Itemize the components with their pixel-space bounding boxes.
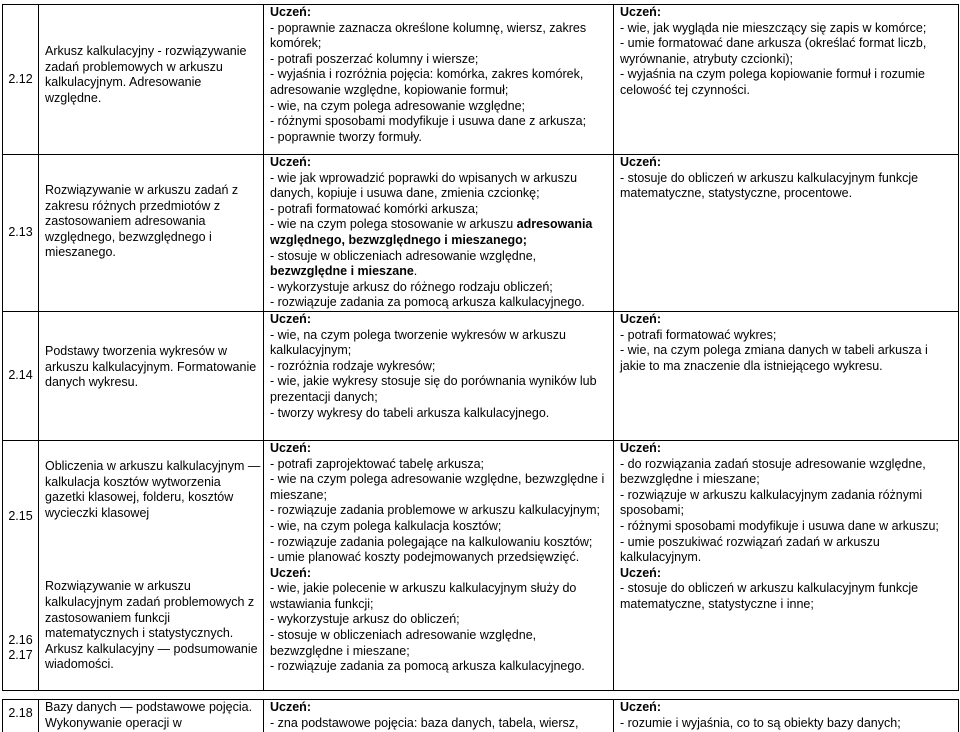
requirement-item: - różnymi sposobami modyfikuje i usuwa dane w arkuszu; — [620, 518, 939, 533]
requirements-heading: Uczeń: — [270, 565, 311, 580]
requirement-item: - rozróżnia rodzaje wykresów; — [270, 358, 436, 373]
requirements-heading: Uczeń: — [270, 155, 311, 169]
requirements-heading: Uczeń: — [620, 700, 661, 714]
table-row — [3, 311, 959, 440]
requirement-item: - umie formatować dane arkusza (określać format liczb, wyrównanie, atrybuty czcionki); — [620, 36, 927, 66]
requirement-item: - rozwiązuje zadania za pomocą arkusza kalkulacyjnego. — [270, 659, 585, 674]
basic-requirements — [264, 155, 614, 312]
bold-term: bezwzględne i mieszane — [270, 264, 414, 279]
extended-requirements — [614, 700, 959, 732]
requirement-item: - tworzy wykresy do tabeli arkusza kalkulacyjnego. — [270, 405, 550, 420]
topic-text: Podstawy tworzenia wykresów w arkuszu kalkulacyjnym. Formatowanie danych wykresu. — [45, 343, 257, 390]
extended-requirements — [614, 440, 959, 690]
requirement-item: - wykorzystuje arkusz do obliczeń; — [270, 612, 460, 627]
requirement-item: - wie, jakie wykresy stosuje się do porównania wyników lub prezentacji danych; — [270, 374, 597, 404]
lesson-number: 2.14 — [3, 311, 39, 440]
lesson-number: 2.18 — [3, 700, 39, 732]
requirement-item: - poprawnie zaznacza określone kolumnę, wiersz, zakres komórek; — [270, 20, 587, 51]
requirements-heading: Uczeń: — [270, 700, 311, 714]
requirement-item: - stosuje do obliczeń w arkuszu kalkulacyjnym funkcje matematyczne, statystyczne i inne; — [620, 581, 919, 611]
requirement-item: - wie, jak wygląda nie mieszczący się zapis w komórce; — [620, 20, 927, 35]
requirement-item: - wie, na czym polega tworzenie wykresów w arkuszu kalkulacyjnym; — [270, 327, 566, 358]
requirements-heading: Uczeń: — [270, 440, 311, 455]
basic-requirements — [264, 700, 614, 732]
requirements-heading: Uczeń: — [270, 311, 311, 326]
requirement-item: - stosuje do obliczeń w arkuszu kalkulacyjnym funkcje matematyczne, statystyczne, procentowe. — [620, 170, 919, 201]
topic-text: Bazy danych — podstawowe pojęcia. Wykonywanie operacji w — [45, 700, 253, 730]
requirement-item: - rozwiązuje zadania problemowe w arkuszu kalkulacyjnym; — [270, 503, 600, 518]
lesson-number: 2.13 — [3, 155, 39, 312]
requirement-item: - rozwiązuje zadania za pomocą arkusza kalkulacyjnego. — [270, 295, 585, 310]
lesson-topic — [39, 5, 264, 155]
requirement-item: - stosuje w obliczeniach adresowanie względne, bezwzględne i mieszane. — [270, 248, 537, 279]
requirement-item: - różnymi sposobami modyfikuje i usuwa dane z arkusza; — [270, 114, 587, 129]
basic-requirements — [264, 5, 614, 155]
requirement-item: - stosuje w obliczeniach adresowanie względne, bezwzględne i mieszane; — [270, 628, 537, 658]
requirement-item: - wyjaśnia i rozróżnia pojęcia: komórka, zakres komórek, adresowanie względne, kopiowanie formuł; — [270, 67, 584, 97]
requirement-item: - wie, na czym polega adresowanie względne; — [270, 98, 525, 113]
requirement-item: - wykorzystuje arkusz do różnego rodzaju obliczeń; — [270, 279, 553, 294]
lesson-topic — [39, 155, 264, 312]
curriculum-table — [2, 4, 959, 691]
requirement-item: - rozwiązuje w arkuszu kalkulacyjnym zadania różnymi sposobami; — [620, 487, 923, 518]
table-row — [3, 700, 959, 732]
lesson-topic — [39, 700, 264, 732]
requirements-heading: Uczeń: — [620, 155, 661, 169]
bold-term: adresowania względnego, bezwzględnego i mieszanego; — [270, 217, 593, 247]
curriculum-table-continued — [2, 699, 959, 732]
requirement-item: - potrafi formatować komórki arkusza; — [270, 201, 479, 216]
requirement-item: - umie poszukiwać rozwiązań zadań w arkuszu kalkulacyjnym. — [620, 534, 880, 565]
table-row — [3, 5, 959, 155]
topic-text: Rozwiązywanie w arkuszu kalkulacyjnym zadań problemowych z zastosowaniem funkcji matematycznych i statystycznych. Arkusz kalkulacyjny — podsumowanie wiadomości. — [45, 579, 258, 672]
requirement-item: - wie, na czym polega kalkulacja kosztów; — [270, 518, 502, 533]
table-row — [3, 440, 959, 690]
lesson-topic — [39, 311, 264, 440]
requirements-heading: Uczeń: — [270, 5, 311, 19]
extended-requirements — [614, 5, 959, 155]
requirement-item: - potrafi formatować wykres; — [620, 327, 777, 342]
requirements-heading: Uczeń: — [620, 311, 661, 326]
requirement-item: - zna podstawowe pojęcia: baza danych, tabela, wiersz, — [270, 715, 579, 730]
basic-requirements — [264, 440, 614, 690]
extended-requirements — [614, 155, 959, 312]
requirement-item: - wie, jakie polecenie w arkuszu kalkulacyjnym służy do wstawiania funkcji; — [270, 581, 577, 611]
topic-text: Obliczenia w arkuszu kalkulacyjnym — kalkulacja kosztów wytworzenia gazetki klasowej, folderu, kosztów wycieczki klasowej — [45, 458, 261, 520]
table-row — [3, 155, 959, 312]
lesson-number: 2.12 — [3, 5, 39, 155]
requirements-heading: Uczeń: — [620, 440, 661, 455]
requirement-item: - rozumie i wyjaśnia, co to są obiekty bazy danych; — [620, 715, 901, 730]
requirement-item: - wyjaśnia na czym polega kopiowanie formuł i rozumie celowość tej czynności. — [620, 67, 925, 97]
lesson-topic — [39, 440, 264, 690]
requirement-item: - wie na czym polega adresowanie względne, bezwzględne i mieszane; — [270, 472, 605, 502]
requirement-item: - poprawnie tworzy formuły. — [270, 129, 422, 144]
requirement-item: - potrafi poszerzać kolumny i wiersze; — [270, 51, 479, 66]
topic-text: Rozwiązywanie w arkuszu zadań z zakresu różnych przedmiotów z zastosowaniem adresowania względnego, bezwzględnego i mieszanego. — [45, 183, 239, 260]
requirement-item: - rozwiązuje zadania polegające na kalkulowaniu kosztów; — [270, 534, 593, 549]
topic-text: Arkusz kalkulacyjny - rozwiązywanie zadań problemowych w arkuszu kalkulacyjnym. Adresowanie względne. — [45, 44, 247, 105]
requirements-heading: Uczeń: — [620, 5, 661, 19]
requirements-heading: Uczeń: — [620, 565, 661, 580]
requirement-item: - potrafi zaprojektować tabelę arkusza; — [270, 456, 484, 471]
extended-requirements — [614, 311, 959, 440]
lesson-number: 2.15 2.16 2.17 — [3, 440, 39, 690]
requirement-item: - wie, na czym polega zmiana danych w tabeli arkusza i jakie to ma znaczenie dla istniejącego wykresu. — [620, 343, 928, 373]
requirement-item: - umie planować koszty podejmowanych przedsięwzięć. — [270, 550, 580, 565]
requirement-item: - do rozwiązania zadań stosuje adresowanie względne, bezwzględne i mieszane; — [620, 456, 926, 487]
requirement-item: - wie jak wprowadzić poprawki do wpisanych w arkuszu danych, kopiuje i usuwa dane, zmienia czcionkę; — [270, 170, 578, 201]
basic-requirements — [264, 311, 614, 440]
requirement-item: - wie na czym polega stosowanie w arkuszu adresowania względnego, bezwzględnego i mieszanego; — [270, 217, 593, 247]
